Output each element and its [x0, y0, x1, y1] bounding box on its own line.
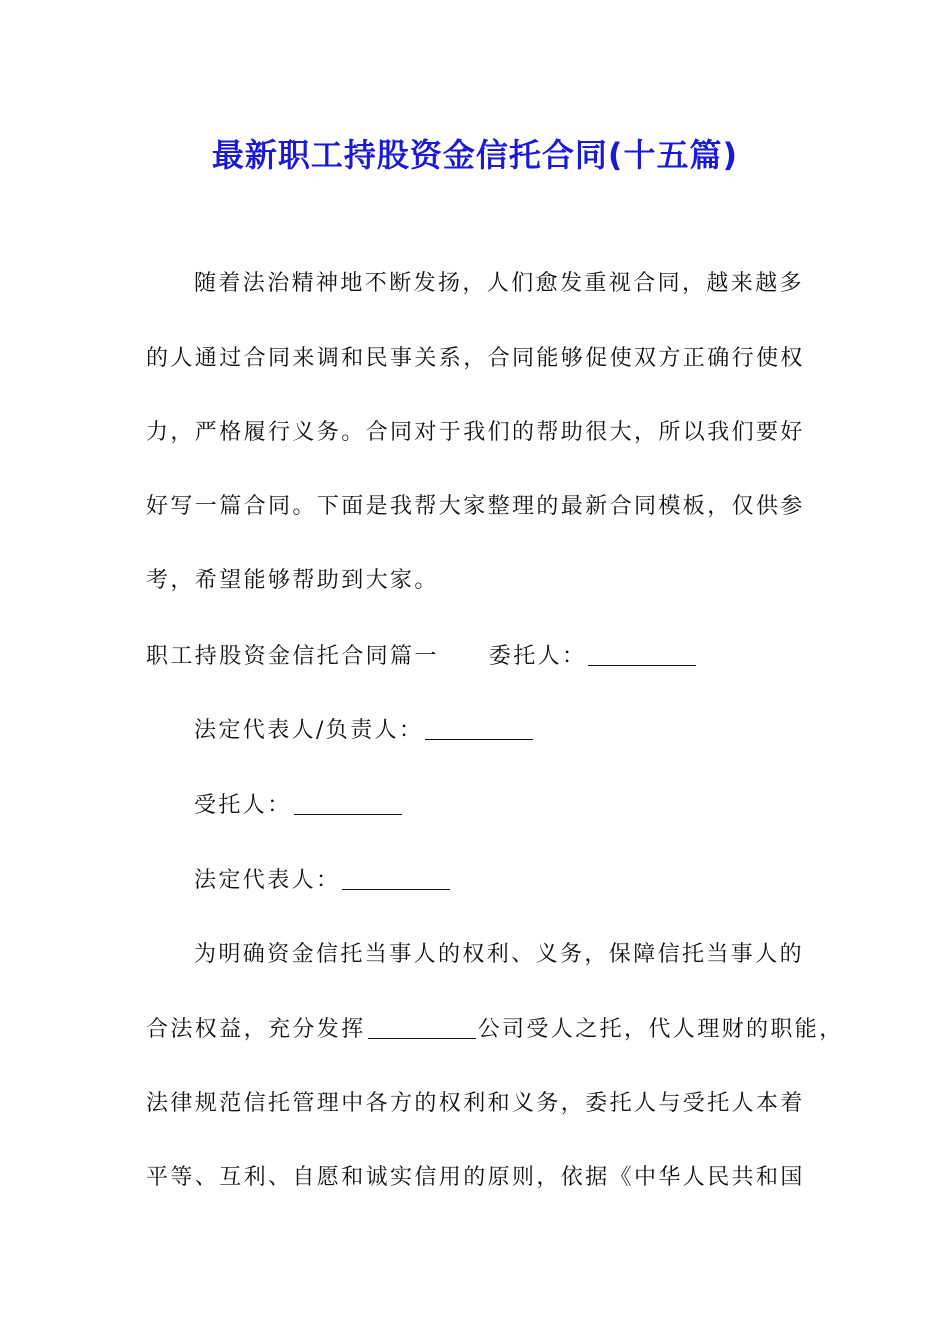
legal-rep-label: 法定代表人： — [194, 868, 341, 893]
legal-rep-line — [194, 861, 894, 901]
body-line-2-before: 合法权益，充分发挥 — [146, 1017, 366, 1042]
intro-line-4: 好写一篇合同。下面是我帮大家整理的最新合同模板，仅供参 — [146, 494, 805, 519]
intro-line-3: 力，严格履行义务。合同对于我们的帮助很大，所以我们要好 — [146, 420, 805, 445]
body-line-2 — [146, 1010, 846, 1050]
section-heading-line — [146, 637, 846, 677]
intro-line-5: 考，希望能够帮助到大家。 — [146, 568, 439, 593]
legal-rep-responsible-label: 法定代表人/负责人： — [194, 718, 424, 743]
intro-line-2: 的人通过合同来调和民事关系，合同能够促使双方正确行使权 — [146, 346, 805, 371]
company-blank — [368, 1016, 476, 1039]
trustee-label: 受托人： — [194, 793, 292, 818]
section-heading: 职工持股资金信托合同篇一 — [146, 644, 439, 669]
intro-line-1: 随着法治精神地不断发扬，人们愈发重视合同，越来越多 — [194, 271, 805, 296]
trustee-line — [194, 786, 894, 826]
document-title: 最新职工持股资金信托合同(十五篇) — [211, 136, 739, 174]
body-line-1: 为明确资金信托当事人的权利、义务，保障信托当事人的 — [194, 942, 805, 967]
legal-rep-responsible-line — [194, 711, 894, 751]
body-line-4: 平等、互利、自愿和诚实信用的原则，依据《中华人民共和国 — [146, 1165, 805, 1190]
entrustor-label: 委托人： — [488, 644, 587, 669]
legal-rep-responsible-blank — [425, 717, 533, 740]
body-line-3: 法律规范信托管理中各方的权利和义务，委托人与受托人本着 — [146, 1091, 805, 1116]
body-line-2-after: 公司受人之托，代人理财的职能， — [477, 1017, 844, 1042]
entrustor-blank — [588, 643, 696, 666]
trustee-blank — [294, 792, 402, 815]
legal-rep-blank — [342, 867, 450, 890]
